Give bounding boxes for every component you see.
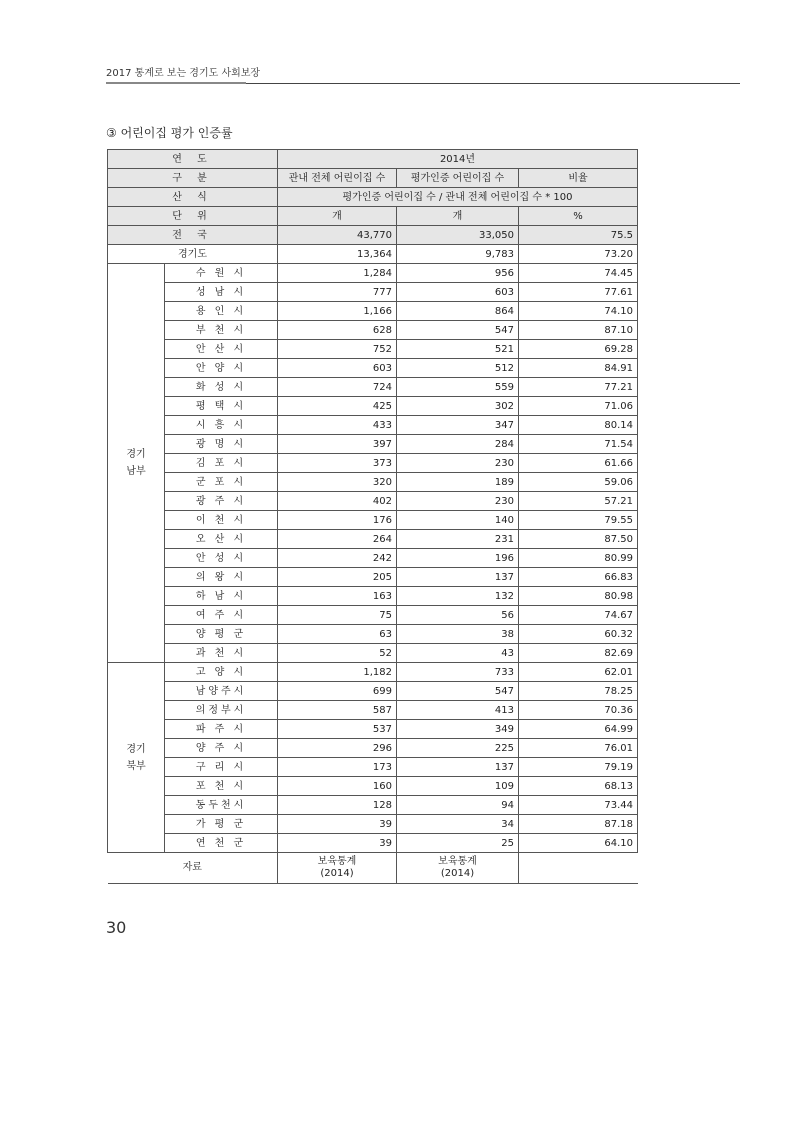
city-ratio: 74.10 [519,302,638,321]
province-total: 13,364 [278,245,397,264]
city-certified: 547 [397,682,519,701]
city-certified: 230 [397,492,519,511]
city-ratio: 66.83 [519,568,638,587]
daycare-certification-table [107,149,638,884]
table-row [108,492,638,511]
table-row [108,549,638,568]
city-total: 752 [278,340,397,359]
page-number: 30 [106,918,127,937]
col-header-total: 관내 전체 어린이집 수 [278,169,397,188]
city-certified: 284 [397,435,519,454]
city-total: 425 [278,397,397,416]
source-certified: 보육통계 (2014) [397,853,519,884]
city-total: 63 [278,625,397,644]
city-name: 오 산 시 [165,530,278,549]
city-ratio: 57.21 [519,492,638,511]
city-total: 777 [278,283,397,302]
city-certified: 512 [397,359,519,378]
city-total: 433 [278,416,397,435]
city-certified: 196 [397,549,519,568]
city-name: 양 주 시 [165,739,278,758]
national-ratio: 75.5 [519,226,638,245]
city-certified: 132 [397,587,519,606]
city-name: 이 천 시 [165,511,278,530]
city-total: 587 [278,701,397,720]
formula-row [108,188,638,207]
city-ratio: 71.06 [519,397,638,416]
unit-certified: 개 [397,207,519,226]
header-rule-accent [106,82,246,84]
year-label: 연 도 [108,150,278,169]
city-total: 242 [278,549,397,568]
table-row [108,416,638,435]
city-certified: 137 [397,568,519,587]
national-total: 43,770 [278,226,397,245]
city-ratio: 70.36 [519,701,638,720]
table-row [108,302,638,321]
city-total: 39 [278,834,397,853]
city-ratio: 60.32 [519,625,638,644]
national-name: 전 국 [108,226,278,245]
table-row [108,359,638,378]
unit-row [108,207,638,226]
national-row [108,226,638,245]
city-total: 205 [278,568,397,587]
table-row [108,264,638,283]
table-row [108,720,638,739]
city-total: 537 [278,720,397,739]
table-row [108,758,638,777]
city-total: 39 [278,815,397,834]
city-ratio: 62.01 [519,663,638,682]
city-ratio: 76.01 [519,739,638,758]
city-total: 163 [278,587,397,606]
col-header-certified: 평가인증 어린이집 수 [397,169,519,188]
city-total: 628 [278,321,397,340]
table-row [108,321,638,340]
city-name: 의 왕 시 [165,568,278,587]
city-certified: 43 [397,644,519,663]
city-name: 가 평 군 [165,815,278,834]
city-name: 의정부시 [165,701,278,720]
city-ratio: 80.98 [519,587,638,606]
city-certified: 225 [397,739,519,758]
year-value: 2014년 [278,150,638,169]
table-row [108,435,638,454]
source-label: 자료 [108,853,278,884]
city-certified: 559 [397,378,519,397]
city-ratio: 80.14 [519,416,638,435]
city-total: 699 [278,682,397,701]
table-row [108,283,638,302]
city-ratio: 73.44 [519,796,638,815]
city-ratio: 64.99 [519,720,638,739]
city-name: 고 양 시 [165,663,278,682]
city-ratio: 79.55 [519,511,638,530]
city-total: 296 [278,739,397,758]
city-total: 603 [278,359,397,378]
city-certified: 109 [397,777,519,796]
city-name: 안 산 시 [165,340,278,359]
city-ratio: 84.91 [519,359,638,378]
city-ratio: 68.13 [519,777,638,796]
city-ratio: 64.10 [519,834,638,853]
formula-label: 산 식 [108,188,278,207]
running-header: 2017 통계로 보는 경기도 사회보장 [106,68,261,79]
city-ratio: 71.54 [519,435,638,454]
table-row [108,777,638,796]
col-header-ratio: 비율 [519,169,638,188]
city-name: 안 양 시 [165,359,278,378]
city-certified: 230 [397,454,519,473]
region-group-label-north: 경기 북부 [108,663,165,853]
city-ratio: 74.67 [519,606,638,625]
city-ratio: 79.19 [519,758,638,777]
city-certified: 864 [397,302,519,321]
city-name: 하 남 시 [165,587,278,606]
city-ratio: 87.10 [519,321,638,340]
city-certified: 56 [397,606,519,625]
city-certified: 521 [397,340,519,359]
source-total: 보육통계 (2014) [278,853,397,884]
table-row [108,473,638,492]
city-ratio: 87.18 [519,815,638,834]
city-ratio: 78.25 [519,682,638,701]
city-name: 김 포 시 [165,454,278,473]
city-ratio: 61.66 [519,454,638,473]
city-certified: 231 [397,530,519,549]
city-total: 128 [278,796,397,815]
city-name: 부 천 시 [165,321,278,340]
table-row [108,834,638,853]
city-certified: 956 [397,264,519,283]
formula-value: 평가인증 어린이집 수 / 관내 전체 어린이집 수 * 100 [278,188,638,207]
city-certified: 34 [397,815,519,834]
city-name: 수 원 시 [165,264,278,283]
city-total: 397 [278,435,397,454]
city-name: 광 주 시 [165,492,278,511]
province-name: 경기도 [108,245,278,264]
city-ratio: 77.61 [519,283,638,302]
city-name: 평 택 시 [165,397,278,416]
table-row [108,454,638,473]
city-certified: 189 [397,473,519,492]
city-certified: 349 [397,720,519,739]
table-row [108,625,638,644]
city-certified: 137 [397,758,519,777]
table-row [108,739,638,758]
table-row [108,682,638,701]
city-name: 안 성 시 [165,549,278,568]
province-certified: 9,783 [397,245,519,264]
category-row [108,169,638,188]
category-label: 구 분 [108,169,278,188]
city-total: 160 [278,777,397,796]
header-rule [246,83,740,84]
city-name: 양 평 군 [165,625,278,644]
table-row [108,340,638,359]
city-ratio: 77.21 [519,378,638,397]
city-total: 52 [278,644,397,663]
city-name: 남양주시 [165,682,278,701]
table-row [108,587,638,606]
city-name: 연 천 군 [165,834,278,853]
city-name: 파 주 시 [165,720,278,739]
city-ratio: 74.45 [519,264,638,283]
city-certified: 413 [397,701,519,720]
section-title: ③ 어린이집 평가 인증률 [106,126,233,140]
city-name: 시 흥 시 [165,416,278,435]
region-group-label-south: 경기 남부 [108,264,165,663]
city-certified: 38 [397,625,519,644]
city-ratio: 59.06 [519,473,638,492]
city-certified: 140 [397,511,519,530]
city-total: 402 [278,492,397,511]
table-row [108,644,638,663]
table-row [108,511,638,530]
unit-label: 단 위 [108,207,278,226]
city-ratio: 80.99 [519,549,638,568]
city-certified: 347 [397,416,519,435]
city-name: 광 명 시 [165,435,278,454]
table-row [108,796,638,815]
city-total: 264 [278,530,397,549]
city-name: 화 성 시 [165,378,278,397]
province-row [108,245,638,264]
city-certified: 547 [397,321,519,340]
source-ratio [519,853,638,884]
city-certified: 733 [397,663,519,682]
city-name: 구 리 시 [165,758,278,777]
national-certified: 33,050 [397,226,519,245]
city-name: 성 남 시 [165,283,278,302]
city-total: 173 [278,758,397,777]
city-ratio: 82.69 [519,644,638,663]
province-ratio: 73.20 [519,245,638,264]
city-total: 176 [278,511,397,530]
table-row [108,397,638,416]
city-certified: 603 [397,283,519,302]
city-name: 동두천시 [165,796,278,815]
city-total: 724 [278,378,397,397]
city-name: 용 인 시 [165,302,278,321]
city-total: 1,166 [278,302,397,321]
table-row [108,663,638,682]
year-row [108,150,638,169]
city-name: 여 주 시 [165,606,278,625]
unit-total: 개 [278,207,397,226]
city-total: 1,284 [278,264,397,283]
city-ratio: 69.28 [519,340,638,359]
table-row [108,568,638,587]
city-total: 320 [278,473,397,492]
table-row [108,530,638,549]
table-row [108,606,638,625]
city-name: 과 천 시 [165,644,278,663]
city-certified: 302 [397,397,519,416]
table-row [108,378,638,397]
city-ratio: 87.50 [519,530,638,549]
city-total: 1,182 [278,663,397,682]
table-row [108,815,638,834]
table-row [108,701,638,720]
unit-ratio: % [519,207,638,226]
city-name: 포 천 시 [165,777,278,796]
city-total: 373 [278,454,397,473]
city-name: 군 포 시 [165,473,278,492]
city-certified: 25 [397,834,519,853]
city-total: 75 [278,606,397,625]
city-certified: 94 [397,796,519,815]
source-row [108,853,638,884]
